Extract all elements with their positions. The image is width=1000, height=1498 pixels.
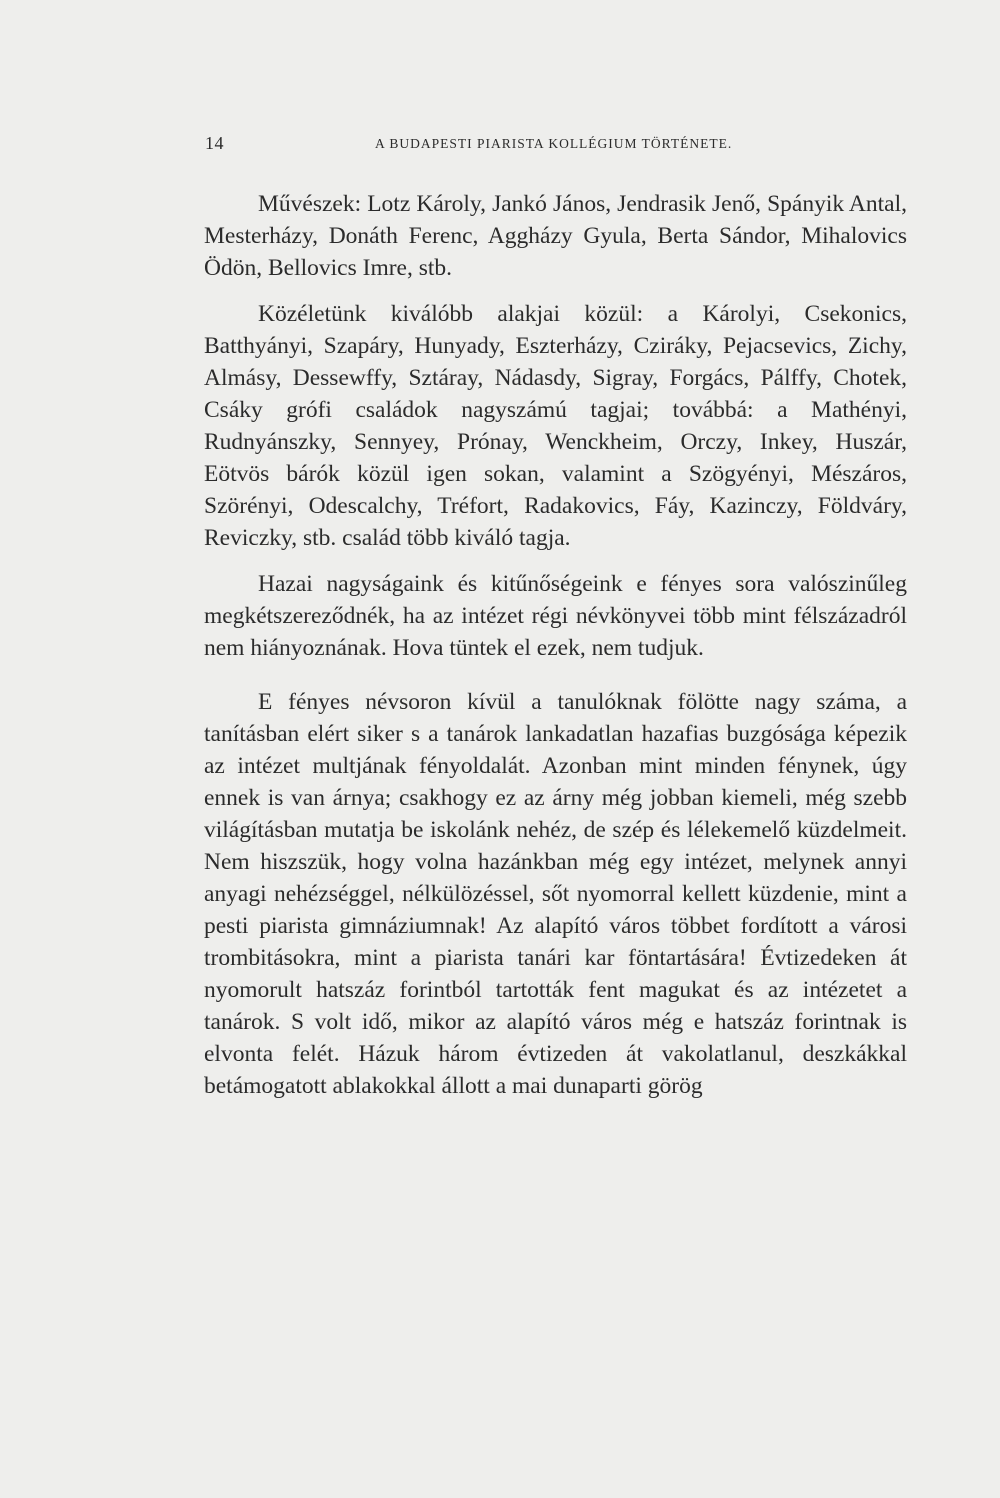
running-title: A BUDAPESTI PIARISTA KOLLÉGIUM TÖRTÉNETE. [375, 136, 733, 151]
paragraph-registers: Hazai nagyságaink és kitűnőségeink e fényes sora valószinűleg megkétszereződnék, ha az intézet régi névkönyvei több mint félszázadról nem hiányoznának. Hova tüntek el ezek, nem tudjuk. [204, 571, 907, 661]
paragraph-artists: Művészek: Lotz Károly, Jankó János, Jendrasik Jenő, Spányik Antal, Mesterházy, Donáth Ferenc, Aggházy Gyula, Berta Sándor, Mihalovics Ödön, Bellovics Imre, stb. [204, 191, 907, 281]
paragraph-hardships: E fényes névsoron kívül a tanulóknak fölötte nagy száma, a tanításban elért siker s a tanárok lankadatlan hazafias buzgósága képezik az intézet multjának fényoldalát. Azonban mint minden fénynek, úgy ennek is van árnya; csakhogy ez az árny még jobban kiemeli, még szebb világításban mutatja be iskolánk nehéz, de szép és lélekemelő küzdelmeit. Nem hiszszük, hogy volna hazánkban még egy intézet, melynek annyi anyagi nehézséggel, nélkülözéssel, sőt nyomorral kellett küzdenie, mint a pesti piarista gimnáziumnak! Az alapító város többet fordított a városi trombitásokra, mint a piarista tanári kar föntartására! Évtizedeken át nyomorult hatszáz forintból tartották fent magukat és az intézetet a tanárok. S volt idő, mikor az alapító város még e hatszáz forintnak is elvonta felét. Házuk három évtizeden át vakolatlanul, deszkákkal betámogatott ablakokkal állott a mai dunaparti görög [204, 689, 907, 1099]
running-head [205, 133, 905, 155]
body-text [204, 188, 907, 1102]
page-number: 14 [205, 133, 224, 153]
paragraph-public-life: Közéletünk kiválóbb alakjai közül: a Károlyi, Csekonics, Batthyányi, Szapáry, Hunyady, Eszterházy, Cziráky, Pejacsevics, Zichy, Almásy, Dessewffy, Sztáray, Nádasdy, Sigray, Forgács, Pálffy, Chotek, Csáky grófi családok nagyszámú tagjai; továbbá: a Mathényi, Rudnyánszky, Sennyey, Prónay, Wenckheim, Orczy, Inkey, Huszár, Eötvös bárók közül igen sokan, valamint a Szögyényi, Mészáros, Szörényi, Odescalchy, Tréfort, Radakovics, Fáy, Kazinczy, Földváry, Reviczky, stb. család több kiváló tagja. [204, 301, 907, 551]
